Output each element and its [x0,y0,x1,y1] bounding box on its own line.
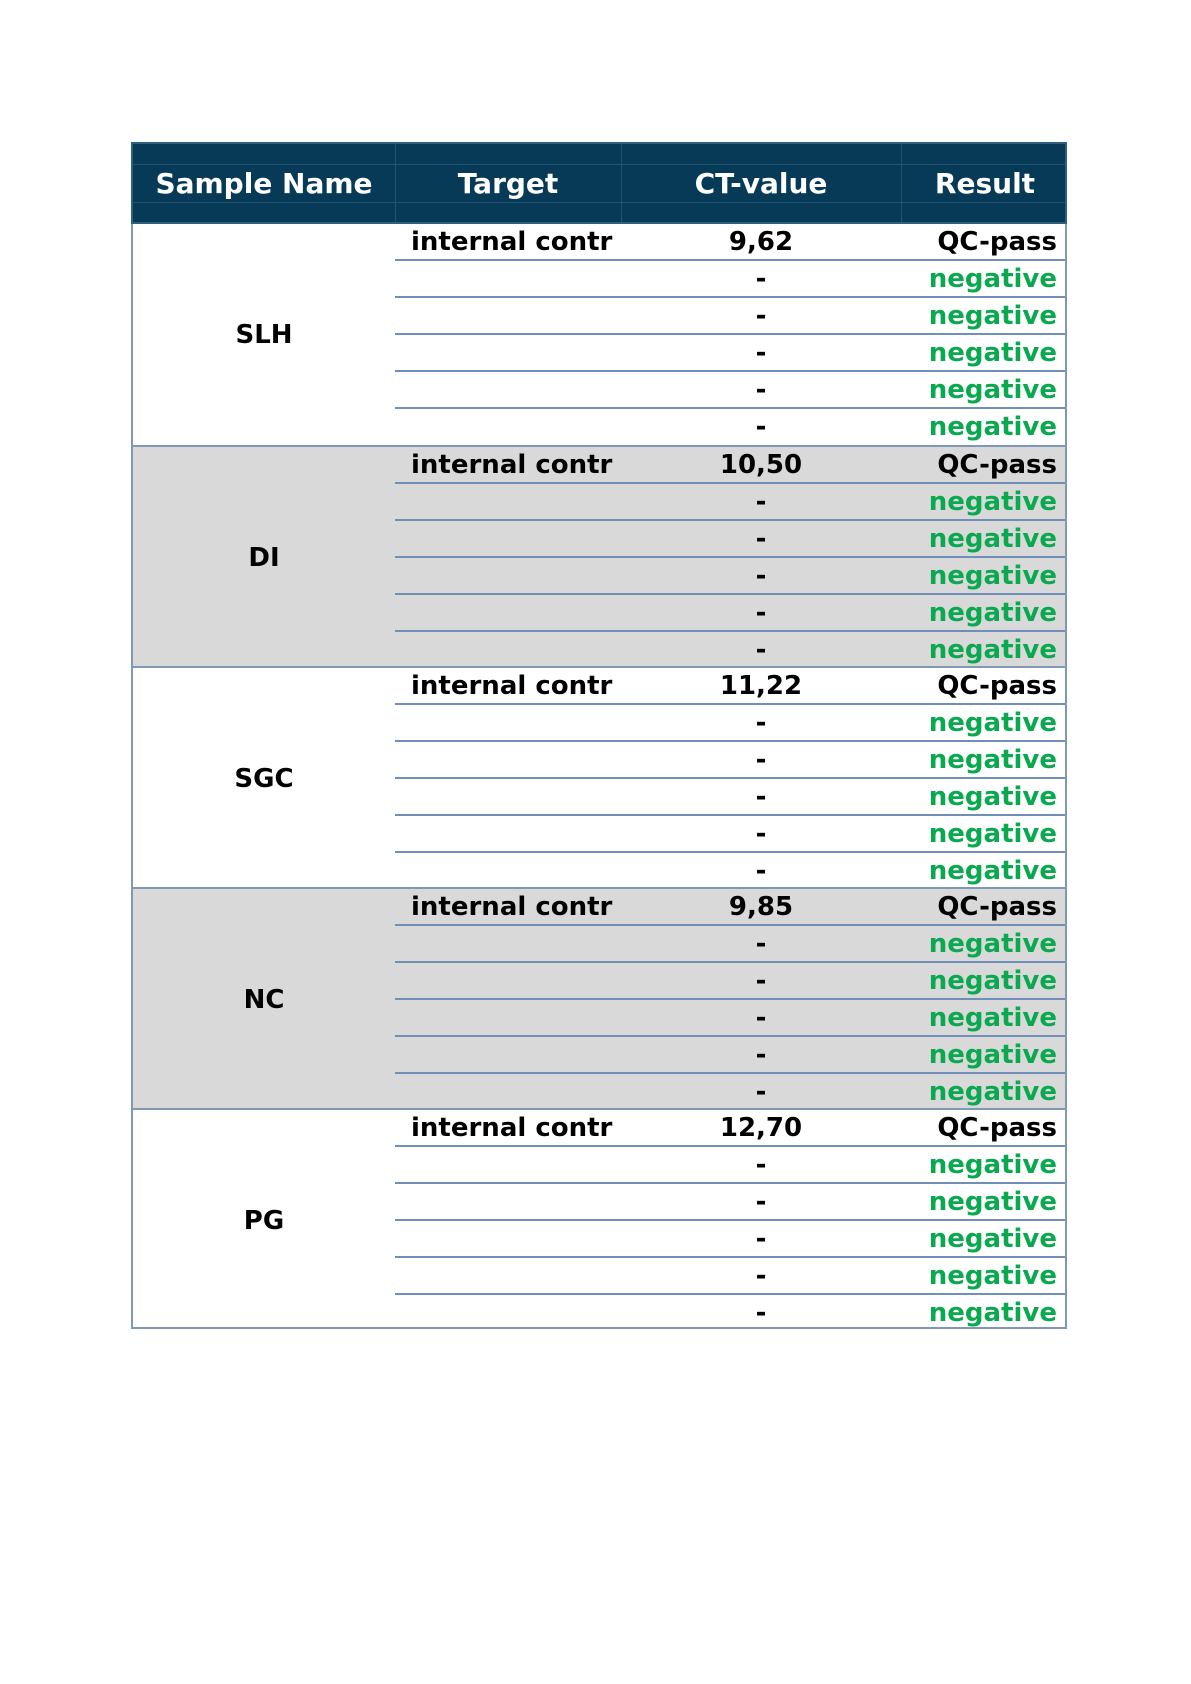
target-cell [411,558,621,593]
result-cell: negative [928,1260,1057,1291]
sample-group [131,1108,1067,1329]
table-row [395,779,1065,816]
target-cell [411,963,621,998]
target-cell [411,409,621,444]
header-sample-name: Sample Name [155,166,373,200]
ct-value-cell: 9,85 [728,891,794,922]
sample-group [131,887,1067,1108]
target-cell: internal contr [411,226,613,257]
table-row [395,298,1065,335]
sample-name-cell: SGC [234,763,294,794]
target-cell [411,484,621,519]
result-cell: negative [928,597,1057,628]
header-ct-value: CT-value [694,166,828,200]
table-row [395,1147,1065,1184]
target-cell [411,335,621,370]
result-cell: negative [928,1076,1057,1107]
target-cell [411,298,621,333]
target-cell: internal contr [411,449,613,480]
ct-value-cell: - [755,965,767,996]
ct-value-cell: - [755,928,767,959]
table-row [395,484,1065,521]
table-row [395,335,1065,372]
sample-group [131,666,1067,887]
result-cell: negative [928,1039,1057,1070]
table-row [395,668,1065,705]
ct-value-cell: - [755,1002,767,1033]
ct-value-cell: 11,22 [719,670,803,701]
target-cell [411,853,621,888]
results-table [131,142,1067,1329]
result-cell: negative [928,1297,1057,1328]
target-cell: internal contr [411,891,613,922]
ct-value-cell: - [755,1223,767,1254]
target-cell [411,1184,621,1219]
target-cell [411,742,621,777]
ct-value-cell: - [755,486,767,517]
result-cell: negative [928,707,1057,738]
header-result: Result [934,166,1036,200]
target-cell [411,1258,621,1293]
table-row [395,261,1065,298]
ct-value-cell: - [755,374,767,405]
table-row [395,926,1065,963]
result-cell: negative [928,1223,1057,1254]
result-cell: negative [928,634,1057,665]
target-cell [411,632,621,667]
ct-value-cell: - [755,1076,767,1107]
result-cell: negative [928,300,1057,331]
table-row [395,558,1065,595]
table-row [395,1221,1065,1258]
result-cell: negative [928,263,1057,294]
result-cell: QC-pass [937,449,1057,480]
target-cell [411,1037,621,1072]
result-cell: negative [928,560,1057,591]
ct-value-cell: - [755,744,767,775]
result-cell: QC-pass [937,891,1057,922]
result-cell: negative [928,523,1057,554]
ct-value-cell: - [755,300,767,331]
table-row [395,1110,1065,1147]
result-cell: negative [928,411,1057,442]
ct-value-cell: 10,50 [719,449,803,480]
ct-value-cell: - [755,634,767,665]
result-cell: QC-pass [937,1112,1057,1143]
ct-value-cell: - [755,560,767,591]
table-row [395,372,1065,409]
table-row [395,963,1065,1000]
ct-value-cell: - [755,597,767,628]
sample-name-cell: PG [243,1205,285,1236]
sample-name-cell: SLH [235,319,293,350]
ct-value-cell: - [755,1039,767,1070]
ct-value-cell: - [755,707,767,738]
ct-value-cell: - [755,1186,767,1217]
result-cell: negative [928,744,1057,775]
table-row [395,595,1065,632]
target-cell [411,1295,621,1330]
sample-group [131,224,1067,445]
table-row [395,705,1065,742]
result-cell: negative [928,486,1057,517]
result-cell: negative [928,1186,1057,1217]
ct-value-cell: 9,62 [728,226,794,257]
ct-value-cell: - [755,818,767,849]
ct-value-cell: - [755,781,767,812]
table-header [131,142,1067,224]
ct-value-cell: - [755,1149,767,1180]
target-cell [411,779,621,814]
target-cell [411,1147,621,1182]
table-row [395,224,1065,261]
table-row [395,1184,1065,1221]
table-row [395,816,1065,853]
target-cell [411,926,621,961]
target-cell: internal contr [411,670,613,701]
ct-value-cell: - [755,263,767,294]
table-row [395,853,1065,890]
result-cell: QC-pass [937,670,1057,701]
table-row [395,632,1065,669]
ct-value-cell: - [755,337,767,368]
table-row [395,447,1065,484]
target-cell [411,595,621,630]
result-cell: negative [928,1002,1057,1033]
result-cell: negative [928,965,1057,996]
ct-value-cell: - [755,411,767,442]
result-cell: negative [928,337,1057,368]
table-body [131,224,1067,1329]
table-row [395,1000,1065,1037]
table-row [395,742,1065,779]
ct-value-cell: - [755,855,767,886]
target-cell [411,1074,621,1109]
ct-value-cell: 12,70 [719,1112,803,1143]
sample-name-cell: NC [243,984,285,1015]
target-cell [411,816,621,851]
ct-value-cell: - [755,1260,767,1291]
sample-name-cell: DI [248,542,280,573]
target-cell [411,521,621,556]
table-row [395,409,1065,446]
table-row [395,1295,1065,1332]
target-cell [411,1221,621,1256]
target-cell [411,705,621,740]
table-row [395,889,1065,926]
result-cell: negative [928,781,1057,812]
ct-value-cell: - [755,1297,767,1328]
table-row [395,1258,1065,1295]
table-row [395,1037,1065,1074]
target-cell [411,261,621,296]
table-row [395,521,1065,558]
table-row [395,1074,1065,1111]
ct-value-cell: - [755,523,767,554]
target-cell [411,372,621,407]
target-cell: internal contr [411,1112,613,1143]
result-cell: negative [928,928,1057,959]
header-target: Target [457,166,559,200]
result-cell: negative [928,855,1057,886]
result-cell: negative [928,1149,1057,1180]
sample-group [131,445,1067,666]
result-cell: negative [928,818,1057,849]
target-cell [411,1000,621,1035]
result-cell: QC-pass [937,226,1057,257]
result-cell: negative [928,374,1057,405]
